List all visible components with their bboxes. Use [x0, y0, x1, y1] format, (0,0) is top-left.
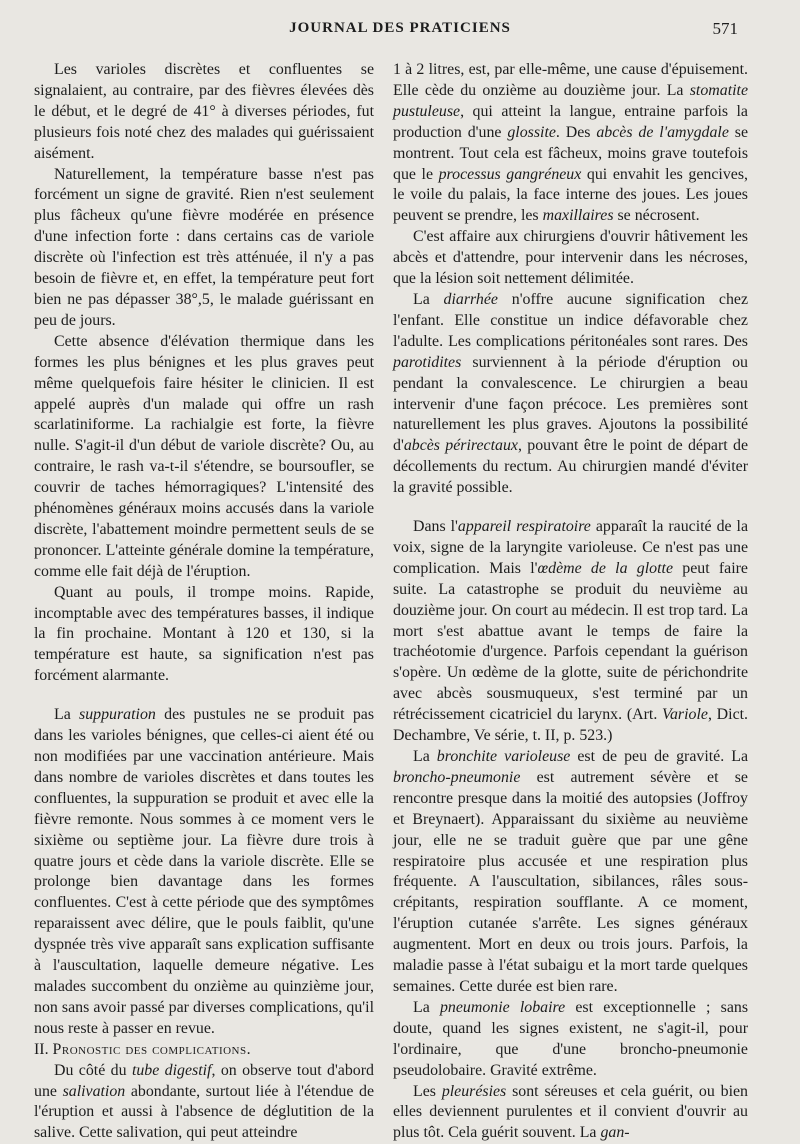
- text: La: [413, 999, 440, 1016]
- text: se nécrosent.: [614, 207, 700, 224]
- text: . Des: [556, 124, 596, 141]
- text: , qui atteint la langue, entraine parfois la production d'une: [393, 103, 748, 141]
- emphasis: glossite: [507, 124, 556, 141]
- text: sont séreuses et cela guérit, ou bien elles deviennent purulentes et il convient d'ouvrir au plus tôt. Cela guérit souvent. La: [393, 1083, 748, 1142]
- text: se montrent. Tout cela est fâcheux, moins grave toutefois que le: [393, 124, 748, 183]
- page-number: 571: [713, 19, 739, 39]
- paragraph: [393, 290, 748, 499]
- emphasis: stomatite pustuleuse: [393, 82, 748, 120]
- paragraph: C'est affaire aux chirurgiens d'ouvrir hâtivement les abcès et d'attendre, pour intervenir dans les nécroses, que la lésion soit nettement délimitée.: [393, 227, 748, 290]
- text: La: [413, 291, 444, 308]
- emphasis: appareil respiratoire: [458, 518, 591, 535]
- page-header: [0, 18, 800, 42]
- text: est autrement sévère et se rencontre presque dans la moitié des autopsies (Joffroy et Breynaert). Apparaissant du sixième au neuvième jour, elle ne se traduit guère que par une gêne respiratoire plus accusée et une respiration plus fréquente. A l'auscultation, sibilances, râles sous-crépitants, respiration soufflante. A ce moment, l'éruption cutanée s'arrête. Les signes généraux augmentent. Mort en deux ou trois jours. Parfois, la maladie passe à l'état subaigu et la mort tarde quelques semaines. Cette durée est bien rare.: [393, 769, 748, 995]
- paragraph: [393, 747, 748, 998]
- section-heading: [34, 1040, 374, 1061]
- emphasis: broncho-pneumonie: [393, 769, 520, 786]
- emphasis: œdème de la glotte: [538, 560, 673, 577]
- emphasis: maxillaires: [543, 207, 614, 224]
- text: Les: [413, 1083, 442, 1100]
- emphasis: pleurésies: [442, 1083, 506, 1100]
- paragraph: [34, 705, 374, 1040]
- emphasis: Variole: [662, 706, 708, 723]
- text: abondante, surtout liée à l'étendue de l'éruption et aussi à l'absence de déglutition de la salive. Cette salivation, qui peut atteindre: [34, 1083, 374, 1142]
- emphasis: diarrhée: [444, 291, 498, 308]
- text: La: [413, 748, 437, 765]
- text: , on observe tout d'abord une: [34, 1062, 374, 1100]
- paragraph: [393, 60, 748, 227]
- text: n'offre aucune signification chez l'enfant. Elle constitue un indice défavorable chez l'adulte. Les complications péritonéales sont rares. Des: [393, 291, 748, 350]
- text: des pustules ne se produit pas dans les varioles bénignes, que celles-ci aient été ou non modifiées par une vaccination antérieure. Mais dans nombre de varioles discrètes et dans toutes les confluentes, la suppuration se produit et avec elle la fièvre remonte. Nous sommes à ce moment vers le sixième ou septième jour. La fièvre dure trois à quatre jours et cède dans la variole discrète. Elle se prolonge bien davantage dans les formes confluentes. C'est à cette période que des symptômes reparaissent avec délire, que le pouls faiblit, qu'une dyspnée très vive apparaît sans explication suffisante à l'auscultation, laquelle demeure négative. Les malades succombent du onzième au quinzième jour, non sans avoir passé par diverses complications, qu'il nous reste à passer en revue.: [34, 706, 374, 1037]
- text: apparaît la raucité de la voix, signe de la laryngite varioleuse. Ce n'est pas une complication. Mais l': [393, 518, 748, 577]
- text: est de peu de gravité. La: [570, 748, 748, 765]
- emphasis: abcès périrectaux: [404, 437, 518, 454]
- text: Du côté du: [54, 1062, 132, 1079]
- heading-text: Pronostic des complications.: [53, 1041, 252, 1058]
- paragraph: [34, 1061, 374, 1144]
- text: peut faire suite. La catastrophe se produit du neuvième au douzième jour. On court au médecin. Il est trop tard. La mort s'est abattue avant le temps de faire la trachéotomie d'urgence. Parfois cependant la guérison s'opère. Un œdème de la glotte, suite de périchondrite avec abcès sousmuqueux, s'est terminé par un rétrécissement cicatriciel du larynx. (Art.: [393, 560, 748, 723]
- paragraph: Les varioles discrètes et confluentes se signalaient, au contraire, par des fièvres élevées dès le début, et le degré de 41° à diverses périodes, fut plusieurs fois noté chez des malades qui guérissaient aisément.: [34, 60, 374, 165]
- paragraph: Quant au pouls, il trompe moins. Rapide, incomptable avec des températures basses, il indique la fin prochaine. Montant à 120 et 130, si la température est haute, sa signification n'est pas forcément alarmante.: [34, 583, 374, 688]
- running-title: JOURNAL DES PRATICIENS: [0, 20, 800, 37]
- emphasis: suppuration: [79, 706, 156, 723]
- left-column: [34, 60, 374, 1144]
- paragraph: [393, 517, 748, 747]
- text: , Dict. Dechambre, Ve série, t. II, p. 523.): [393, 706, 748, 744]
- paragraph: Cette absence d'élévation thermique dans les formes les plus bénignes et les plus graves peut même quelquefois faire hésiter le clinicien. Il est appelé auprès d'un malade qui offre un rash scarlatiniforme. La rachialgie est forte, la fièvre nulle. S'agit-il d'un début de variole discrète? Ou, au contraire, le rash va-t-il s'étendre, se boursoufler, se couvrir de taches hémorragiques? L'intensité des phénomènes généraux moins accusés dans la variole discrète, l'abattement moindre permettent seuls de se prononcer. L'atteinte générale domine la température, comme elle fait déjà de l'éruption.: [34, 332, 374, 583]
- emphasis: tube digestif: [132, 1062, 212, 1079]
- emphasis: gan-: [600, 1124, 629, 1141]
- text: , pouvant être le point de départ de décollements du rectum. Au chirurgien mandé d'éviter la gravité possible.: [393, 437, 748, 496]
- text: surviennent à la période d'éruption ou pendant la convalescence. Le chirurgien a beau intervenir d'une façon précoce. Les premières sont naturellement les plus graves. Ajoutons la possibilité d': [393, 354, 748, 455]
- paragraph: [393, 1082, 748, 1144]
- emphasis: pneumonie lobaire: [440, 999, 565, 1016]
- text: est exceptionnelle ; sans doute, quand les signes existent, ne s'agit-il, pour l'ordinaire, que d'une broncho-pneumonie pseudolobaire. Gravité extrême.: [393, 999, 748, 1079]
- paragraph: Naturellement, la température basse n'est pas forcément un signe de gravité. Rien n'est seulement plus fâcheux qu'une fièvre modérée en présence d'une infection forte : dans certains cas de variole discrète où l'infection est très atténuée, il n'y a pas besoin de fièvre et, en effet, la température peut fort bien ne pas dépasser 38°,5, le malade guérissant en peu de jours.: [34, 165, 374, 332]
- text: Dans l': [413, 518, 458, 535]
- text: 1 à 2 litres, est, par elle-même, une cause d'épuisement. Elle cède du onzième au douzième jour. La: [393, 61, 748, 99]
- emphasis: salivation: [63, 1083, 126, 1100]
- emphasis: abcès de l'amygdale: [596, 124, 729, 141]
- heading-number: II.: [34, 1041, 53, 1058]
- text: qui envahit les gencives, le voile du palais, la face interne des joues. Les joues peuvent se prendre, les: [393, 166, 748, 225]
- emphasis: bronchite varioleuse: [437, 748, 571, 765]
- emphasis: parotidites: [393, 354, 461, 371]
- emphasis: processus gangréneux: [439, 166, 582, 183]
- right-column: [393, 60, 748, 1144]
- text: La: [54, 706, 79, 723]
